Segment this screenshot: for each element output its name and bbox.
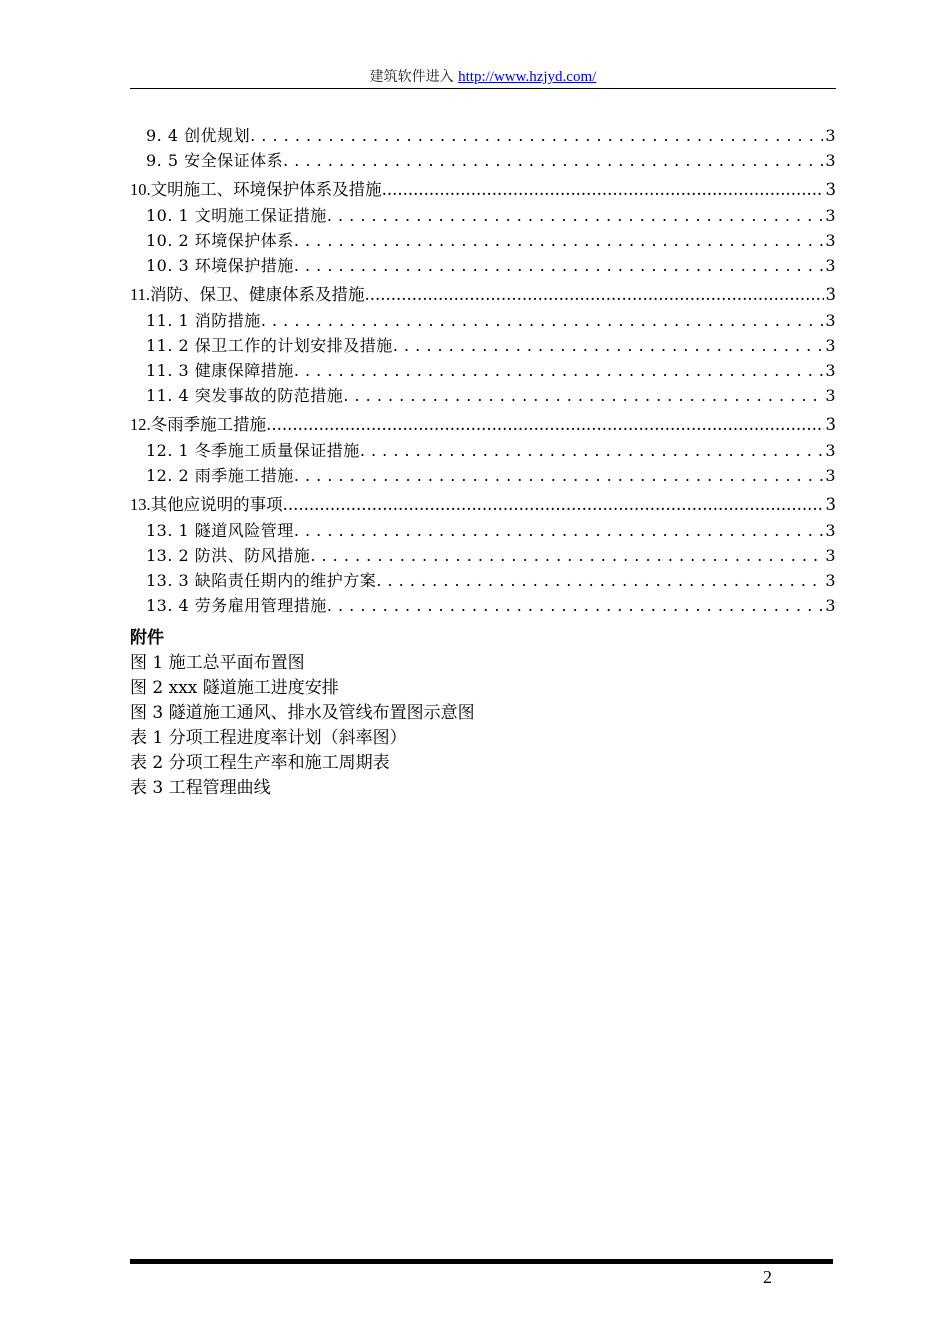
attachment-item: 图 1 施工总平面布置图 (130, 653, 305, 673)
toc-dot-leader (283, 488, 824, 522)
toc-entry-page: 3 (825, 231, 836, 250)
attachments-section (130, 625, 836, 801)
attachment-item: 表 3 工程管理曲线 (130, 778, 271, 798)
toc-section-entry[interactable] (130, 358, 836, 383)
toc-entry-title: 11. 4 突发事故的防范措施 (146, 386, 344, 405)
toc-entry-title: 9. 5 安全保证体系 (146, 151, 284, 170)
toc-entry-page: 3 (825, 256, 836, 275)
toc-chapter-entry[interactable] (130, 488, 836, 518)
toc-entry-title: 9. 4 创优规划 (146, 126, 251, 145)
toc-entry-page: 3 (825, 546, 836, 565)
toc-section-entry[interactable] (130, 568, 836, 593)
toc-section-entry[interactable] (130, 308, 836, 333)
toc-section-entry[interactable] (130, 253, 836, 278)
toc-dot-leader (310, 543, 823, 568)
toc-entry-page: 3 (825, 180, 836, 199)
toc-section-entry[interactable] (130, 203, 836, 228)
toc-entry-page: 3 (825, 495, 836, 514)
toc-section-entry[interactable] (130, 383, 836, 408)
toc-entry-page: 3 (825, 521, 836, 540)
toc-section-entry[interactable] (130, 148, 836, 173)
toc-entry-title: 10. 3 环境保护措施 (146, 256, 294, 275)
toc-dot-leader (266, 408, 823, 442)
toc-entry-title: 10. 1 文明施工保证措施 (146, 206, 327, 225)
toc-entry-title: 10.文明施工、环境保护体系及措施 (130, 180, 382, 199)
toc-dot-leader (294, 358, 824, 383)
toc-section-entry[interactable] (130, 438, 836, 463)
toc-entry-title: 13. 4 劳务雇用管理措施 (146, 596, 327, 615)
toc-dot-leader (261, 308, 824, 333)
toc-chapter-entry[interactable] (130, 173, 836, 203)
toc-entry-page: 3 (825, 311, 836, 330)
toc-entry-title: 13. 3 缺陷责任期内的维护方案 (146, 571, 377, 590)
toc-dot-leader (294, 253, 824, 278)
toc-section-entry[interactable] (130, 228, 836, 253)
attachment-item: 图 3 隧道施工通风、排水及管线布置图示意图 (130, 703, 475, 723)
toc-entry-title: 11. 1 消防措施 (146, 311, 261, 330)
toc-dot-leader (327, 203, 824, 228)
toc-entry-page: 3 (825, 466, 836, 485)
toc-section-entry[interactable] (130, 333, 836, 358)
toc-entry-page: 3 (825, 441, 836, 460)
toc-entry-title: 13. 2 防洪、防风措施 (146, 546, 311, 565)
toc-dot-leader (294, 228, 824, 253)
toc-dot-leader (382, 173, 824, 207)
attachments-title: 附件 (130, 628, 164, 648)
toc-entry-page: 3 (825, 206, 836, 225)
header-text: 建筑软件进入 (369, 69, 459, 85)
toc-section-entry[interactable] (130, 123, 836, 148)
toc-entry-title: 11. 2 保卫工作的计划安排及措施 (146, 336, 393, 355)
toc-dot-leader (376, 568, 823, 593)
header-link[interactable]: http://www.hzjyd.com/ (458, 69, 597, 85)
toc-entry-title: 10. 2 环境保护体系 (146, 231, 294, 250)
attachments-list (130, 651, 836, 801)
toc-dot-leader (294, 518, 824, 543)
toc-entry-title: 13. 1 隧道风险管理 (146, 521, 294, 540)
toc-entry-page: 3 (825, 596, 836, 615)
page-number: 2 (763, 1267, 772, 1287)
toc-dot-leader (365, 278, 824, 312)
toc-entry-page: 3 (825, 336, 836, 355)
toc-dot-leader (393, 333, 824, 358)
toc-chapter-entry[interactable] (130, 408, 836, 438)
toc-section-entry[interactable] (130, 518, 836, 543)
toc-section-entry[interactable] (130, 593, 836, 618)
toc-entry-page: 3 (825, 571, 836, 590)
toc-entry-title: 11. 3 健康保障措施 (146, 361, 294, 380)
page-header (130, 66, 836, 88)
toc-entry-page: 3 (825, 151, 836, 170)
attachment-item: 表 2 分项工程生产率和施工周期表 (130, 753, 390, 773)
toc-entry-page: 3 (825, 415, 836, 434)
toc-entry-title: 13.其他应说明的事项 (130, 495, 283, 514)
toc-entry-page: 3 (825, 386, 836, 405)
attachment-item: 图 2 xxx 隧道施工进度安排 (130, 678, 339, 698)
toc-dot-leader (283, 148, 823, 173)
toc-dot-leader (343, 383, 823, 408)
toc-chapter-entry[interactable] (130, 278, 836, 308)
toc-entry-title: 12. 1 冬季施工质量保证措施 (146, 441, 360, 460)
toc-section-entry[interactable] (130, 463, 836, 488)
toc-entry-page: 3 (825, 126, 836, 145)
toc-section-entry[interactable] (130, 543, 836, 568)
toc-entry-title: 12. 2 雨季施工措施 (146, 466, 294, 485)
toc-entry-title: 12.冬雨季施工措施 (130, 415, 267, 434)
toc-dot-leader (327, 593, 824, 618)
toc-dot-leader (250, 123, 823, 148)
toc-dot-leader (294, 463, 824, 488)
footer-divider (130, 1259, 833, 1264)
toc-entry-page: 3 (825, 285, 836, 304)
attachment-item: 表 1 分项工程进度率计划（斜率图） (130, 728, 407, 748)
toc-dot-leader (360, 438, 824, 463)
header-divider (130, 88, 836, 89)
toc-entry-title: 11.消防、保卫、健康体系及措施 (130, 285, 365, 304)
toc-entry-page: 3 (825, 361, 836, 380)
table-of-contents (130, 123, 836, 618)
